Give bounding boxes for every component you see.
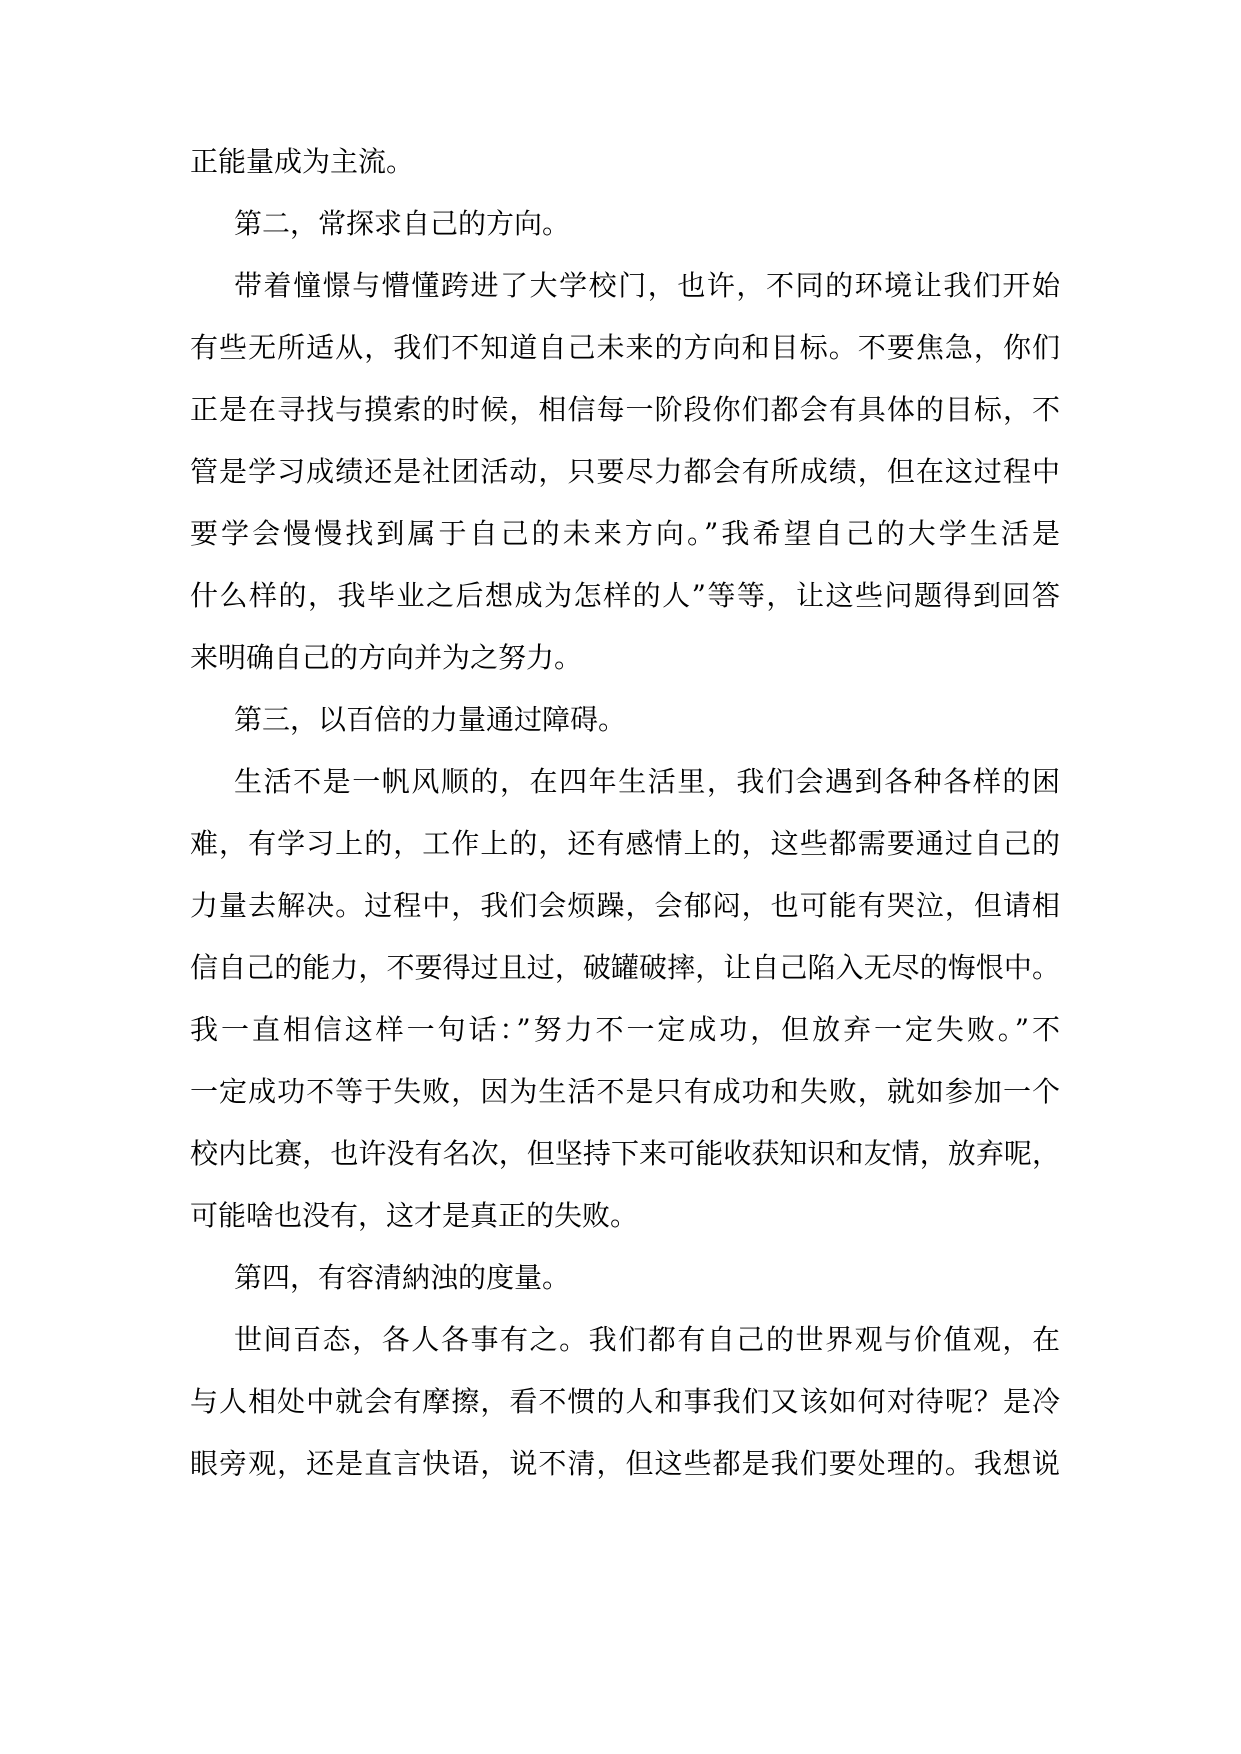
text-line: 眼旁观，还是直言快语，说不清，但这些都是我们要处理的。我想说 — [190, 1447, 1060, 1480]
text-line: 带着憧憬与懵懂跨进了大学校门，也许，不同的环境让我们开始 — [234, 269, 1060, 302]
text-line: 与人相处中就会有摩擦，看不惯的人和事我们又该如何对待呢？是冷 — [190, 1385, 1060, 1418]
text-line: 世间百态，各人各事有之。我们都有自己的世界观与价值观，在 — [234, 1323, 1060, 1356]
text-line: 信自己的能力，不要得过且过，破罐破摔，让自己陷入无尽的悔恨中。 — [190, 951, 1060, 984]
text-line: 什么样的，我毕业之后想成为怎样的人”等等，让这些问题得到回答 — [190, 579, 1060, 612]
section-heading: 第四，有容清納浊的度量。 — [234, 1261, 571, 1294]
text-line: 生活不是一帆风顺的，在四年生活里，我们会遇到各种各样的困 — [234, 765, 1060, 798]
text-line: 校内比赛，也许没有名次，但坚持下来可能收获知识和友情，放弃呢， — [190, 1137, 1060, 1170]
text-line: 力量去解决。过程中，我们会烦躁，会郁闷，也可能有哭泣，但请相 — [190, 889, 1060, 922]
text-line: 正是在寻找与摸索的时候，相信每一阶段你们都会有具体的目标，不 — [190, 393, 1060, 426]
text-line: 要学会慢慢找到属于自己的未来方向。”我希望自己的大学生活是 — [190, 517, 1060, 550]
text-line: 正能量成为主流。 — [190, 145, 415, 178]
text-line: 管是学习成绩还是社团活动，只要尽力都会有所成绩，但在这过程中 — [190, 455, 1060, 488]
text-line: 有些无所适从，我们不知道自己未来的方向和目标。不要焦急，你们 — [190, 331, 1060, 364]
text-line: 来明确自己的方向并为之努力。 — [190, 641, 583, 674]
text-line: 难，有学习上的，工作上的，还有感情上的，这些都需要通过自己的 — [190, 827, 1060, 860]
text-line: 可能啥也没有，这才是真正的失败。 — [190, 1199, 639, 1232]
section-heading: 第二，常探求自己的方向。 — [234, 207, 571, 240]
section-heading: 第三，以百倍的力量通过障碍。 — [234, 703, 627, 736]
text-line: 我一直相信这样一句话：”努力不一定成功，但放弃一定失败。”不 — [190, 1013, 1060, 1046]
text-line: 一定成功不等于失败，因为生活不是只有成功和失败，就如参加一个 — [190, 1075, 1060, 1108]
